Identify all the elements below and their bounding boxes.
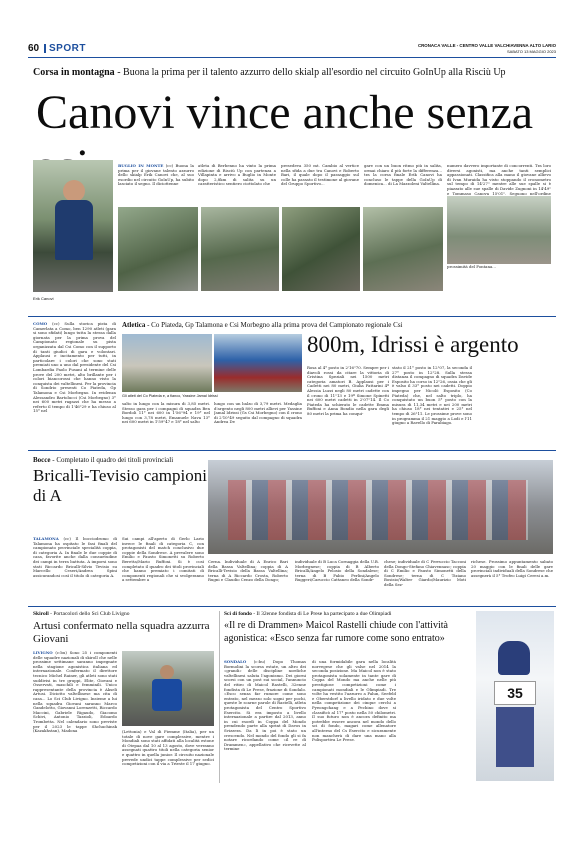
top-col-5: numero davvero importante di concorrenti. Tra loro diversi agonisti, ma anche tanti semplici appassionati. Classifica alla mano il giovane allievo di Ivan Muraida ha visto stoppando il cronometro sul tempo di 14'27" mentre alle sue spalle si è piazzato alle sue spalle di Davide Zugnoni in 14'49" e Tommaso Canova 15'01". Seguono nell'ordine prossimità del Fontana...	[447, 164, 551, 270]
kicker-text: - Buona la prima per il talento azzurro dello skialp all'esordio nel circuito GoInUp alla Risciù Up	[114, 67, 506, 78]
atletica-col-5: stato il 21° posto in 12"07, la seconda il 27° posto in 12"28. Sulla stessa distanza il compagno di squadra Davide Esposito ha corso in 12"26, ossia che gli è valso il 33° posto nei cadetti. Doppio impegno per Nicolò Esposito (Co Piateda) che, nel salto triplo, ha conquistato un buon 5° posto con la misura di 11,34 metri e nei 200 metri ha chiuso 18° nei tentativi e 25° nel tempo di 26"11. Le prossime prove sono in programma il 21 maggio a Lodi e l'11 giugno a Ravello di Parabiago.	[392, 366, 472, 426]
atletica-col-3: lungo con un balzo di 3,79 metri. Medaglia d'argento negli 800 metri allievi per Yassine Jamal Idrissi (Gs Csi Morbegno) con il crono di 2'10"49 seguito dal compagno di squadra Andrea De	[214, 402, 302, 425]
bocce-col-5: chese; individuale di C Ferruccio Tacconi della Dongo-Stefano Chiavennasc; coppia di C Emilio e Fausto Simonetti della Sondrese; terna di C Tiziano Bosisio/Walter Giardo/Maurizio Moti della Sez-	[384, 560, 466, 587]
atletica-photo-team	[122, 334, 212, 392]
atletica-col-2: salto in lungo con la misura di 3,85 metri. Stesso gara per i compagni di squadra Ben Bordoli 11° nei 600 in 1'56"94 e 19° nel lungo con 3,78 metri, Emanuele Nava 13° nei 600 metri in 1'59"47 e 18° nel salto	[122, 402, 210, 425]
fondo-kicker: Sci di fondo - Il 32enne fondista di Le Prese ha partecipato a due Olimpiadi	[224, 611, 392, 617]
bocce-col-6: richese. Prossimo appuntamento sabato 20 maggio con le finali delle gare provinciali individuali della Sondrese che assegnerà il 5° Trofeo Luigi Ceresi a.m.	[471, 560, 553, 578]
atletica-col-4: Rosa al 4° posto in 2'16"70. Sempre per i diavoli rossi da citare la vittoria di Cristina Speziali nei 1500 metri categoria amatori B. Applausi per i Cadetti nei 80 metri, Giulia Fattarini 4ª Alessia Luzzi negli 80 metri cadette con il crono di 11"13 e 19ª Simone Spinetti nei 600 metri cadetti in 2'07"14. Il Co Piateda ha schierato le cadette Emma Buffoni e Anna Bondio nella gara degli 80 metri la prima ha conqui-	[307, 366, 389, 416]
top-photo-podium	[447, 196, 551, 264]
top-col-4: gare con un buon ritmo più in salita, ormai chiaro il più forte la differenza... tra la corsa finale Erik Canovi ha concluso le tappe della GoInUp di domenica... di La Mazzoleni Valtellina.	[364, 164, 442, 187]
section-label: SPORT	[49, 43, 86, 54]
atletica-photo-caption: Gli atleti del Co Piateda e, a fianco, Yassine Jamal Idrissi	[122, 394, 218, 398]
top-photo-runners-4	[363, 207, 443, 291]
skiroll-headline: Artusi confermato nella squadra azzurra Giovani	[33, 620, 210, 645]
date-label: SABATO 13 MAGGIO 2023	[507, 49, 556, 54]
region-label: CRONACA VALLE - CENTRO VALLE VALCHIAVENNA ALTO LARIO	[417, 43, 556, 48]
fondo-headline: «Il re di Drammen» Maicol Rastelli chiude con l'attività agonistica: «Esco senza far rumore come sono entrato»	[224, 620, 448, 644]
top-col-2: atleta di Berbenno ha vinto la prima edizione di Risciù Up con partenza a Villapinta e arrivo a Buglio in Monte dopo 2,8km di salita su un caratteristico sentiero ciottolato che	[198, 164, 276, 187]
top-col-3: presedeva 350 mt. Cambio al vertice nella sfida a due tra Canovi e Roberto Bari, il quale dopo il passaggio sul colle ha passato il testimone al giovane del Gruppo Sportivo...	[281, 164, 359, 187]
skiroll-col-2: (Lettonia) e Val di Fiemme (Italia), per un totale di nove gare complessive, mentre i Mondiali sono stati affidati alla località estone di Otepaa dal 10 al 13 agosto, dove verranno assegnati quattro titoli nella categoria senior e quattro in quella junior. Il circuito nazionale prevede undici tappe complessive per sedici competizioni con il via a Trieste il 17 giugno.	[122, 730, 214, 767]
top-kicker	[33, 67, 553, 78]
rule-2	[28, 450, 556, 451]
bocce-col-2: Sui campi all'aperto di Gerlo Lario invece le finali di categoria C, con protagonisti del match conclusivo due coppie della Sondrese. A prevalere sono Emilio e Fausto Simonetti su Roberto Beretta/Mario Ruffoni. Si è così completato il quadro dei titoli provinciali che hanno premiato i comitati di componenti regionali che si svolgeranno a settembre a	[122, 537, 204, 583]
fondo-col-1: SONDALO (c:bu) Dopo Thomas Bormolini la scorsa estate, un altro dei «grandi» delle discipline nordiche valtellinesi saluta l'agonismo. Dei giorni scorsi con un post sui social, l'annuncio del ritiro di Maicol Rastelli, 32enne fondista di Le Prese, frazione di Sondalo. «Esco senza far rumore come sono entrato, nel mezzo solo sogni per pochi, queste le scarne parole di Rastelli, atleta protagonista del Centro Sportivo Esercito. Si era imposto a livello internazionale a partire dal 2013, anno in cui esordì in Coppa del Mondo prendendo parte alla sprint di Davos in Svizzera. Da lì in poi è stato un crescendo. Nel mondo del fondo gli si fa notare ricordando come «il re di Drammen», appellativo che ricevette al termine	[224, 660, 306, 752]
fondo-photo-rastelli: 35	[476, 611, 554, 781]
atletica-kicker: Atletica - Co Piateda, Gp Talamona e Csi Morbegno alla prima prova del Campionato regionale Csi	[122, 321, 403, 329]
header-rule	[28, 57, 556, 58]
section-bar	[44, 44, 46, 53]
bocce-headline: Bricalli-Tevisio campioni di A	[33, 466, 207, 505]
skiroll-kicker: Skiroll - Portacolori dello Sci Club Livigno	[33, 611, 130, 617]
bocce-col-4: individuale di B Luca Cornaggia della U.B. Morbegnese; coppia di B Alberto Bricalli/Angelo Pelosio della Sondalese; terna di B Fabio Perlini/Angelo Ruggeri/Caruccio Cattaneo della Sondr-	[295, 560, 379, 583]
top-photo-canovi	[33, 160, 113, 292]
vertical-rule	[219, 611, 220, 783]
skiroll-photo-artusi	[122, 651, 214, 726]
fondo-col-2: di una formidabile gara nella località norvegese che gli valse nel 2014 la seconda posizione. Ma Maicol non è stato protagonista solamente in tante gare di Coppa del Mondo ma anche nelle più prestigiose competizioni come i campionati mondiali e le Olimpiadi. Tre volte ha vestito l'azzurro a Falun, Seefeld e Oberstdorf a livello iridato e due volte nella competizione dei cinque cerchi a Pyeongchang e a Pechino dove si classificò al 17° posto nella 50 chilometri. Il suo futuro non è ancora definito ma potrebbe essere ancora nel mondo dello sci di fondo, magari come allenatore all'interno del Cs Esercito e sicuramente non mancherà di dare una mano alla Polisportiva Le Prese.	[312, 660, 396, 743]
atletica-col-1: COMO (cc) Sulla storica pista di Camerlata a Como, ben 1290 atleti (gara si sono sfidati) lungo tutta la stessa dalla giornata per la prima prova del Campionato regionale su pista organizzata dal Csi Como con il supporto di tanti giudici di gara e volontari. Applausi e incitamento per tutti, in particolare i colori che sono stati premiati uno a uno dal presidente del Csi Lombardia Paolo Fusani al termine delle prove del 200 metri, alto brillante per i colori biancorossi che hanno visto la conquista dei valtellinesi. Per la provincia di Sondrio presenti Co Piateda, Gp Talamona e Csi Morbegno. In evidenza Alessandro Bartolucci (Csi Morbegno) 3° nei 600 metri ragazzi che ha messo a referto il tempo di 1'46"29 e ha chiuso al 15° nel	[33, 322, 116, 414]
top-headline: Canovi vince anche senza	[36, 86, 534, 139]
top-photo-runners-2	[201, 207, 279, 291]
bocce-kicker: Bocce - Completato il quadro dei titoli provinciali	[33, 456, 174, 464]
top-photo-runners-1	[118, 207, 198, 291]
page-number: 60	[28, 43, 40, 54]
top-photo-runners-3	[282, 207, 360, 291]
atletica-photo-idrissi	[214, 334, 302, 392]
top-photo-caption: Erik Canovi	[33, 296, 54, 301]
kicker-lead: Corsa in montagna	[33, 67, 115, 78]
page-header	[28, 43, 556, 55]
rule-1	[28, 316, 556, 317]
bocce-photo-winners	[208, 460, 553, 554]
rule-3	[28, 606, 556, 607]
bocce-col-1: TALAMONA (cc) Il bocciodromo di Talamona ha ospitato le fasi finali del campionato provinciale specialità coppia, di categoria A. In finale le due coppie di casa, favorite anche dalla consuetudine dei campi in terra battuta. A imporsi sono stati Riccardo Bricalli-Silvio Tevisio su Marcello Ceseri/Andrea Spini assicurandosi così il titolo di categoria A.	[33, 537, 117, 578]
bocce-col-3: Cerna. Individuale di A Enrico Bari della Bassa Valtellina; coppia di A Bricalli-Tevisio della Bassa Valtellina; terna di A Riccardo Crosta, Roberto Rugni e Claudio Cenzo della Dongo;	[208, 560, 288, 583]
skiroll-col-1: LIVIGNO (c:bu) Sono 25 i componenti delle squadre nazionali di skiroll che nelle prossime settimane saranno impegnate nella stagione agonistica italiana ed internazionale. Confermato il direttore tecnico Michel Rainer, gli atleti sono stati suddivisi in tre gruppi, Elite, Giovani e Osservati, maschili e femminili. Unico rappresentante della provincia è Akseli Artusi. Diciotto valtellinese ma cita di casa... Lo Sci Club Livigno. Insieme a lui nella squadra Giovani saranno Marco Gandelotto, Giovanni Lorenzetti, Riccardo Maccini, Gabriele Rigaudo, Giacomo Schivi, Antonio Tazzioli, Edoardo Trombetta. Nel calendario sono previste per il 2023 le tappe Shchuchinsk (Kazakhstan), Madona	[33, 651, 117, 734]
top-col-1: BUGLIO IN MONTE (cc) Buona la prima per il giovane talento azzurro dello skialp Erik Canovi che, al suo esordio nel circuito GoInUp, ha subito lasciato il segno. Il diciottenne	[118, 164, 194, 187]
atletica-headline: 800m, Idrissi è argento	[307, 332, 519, 357]
